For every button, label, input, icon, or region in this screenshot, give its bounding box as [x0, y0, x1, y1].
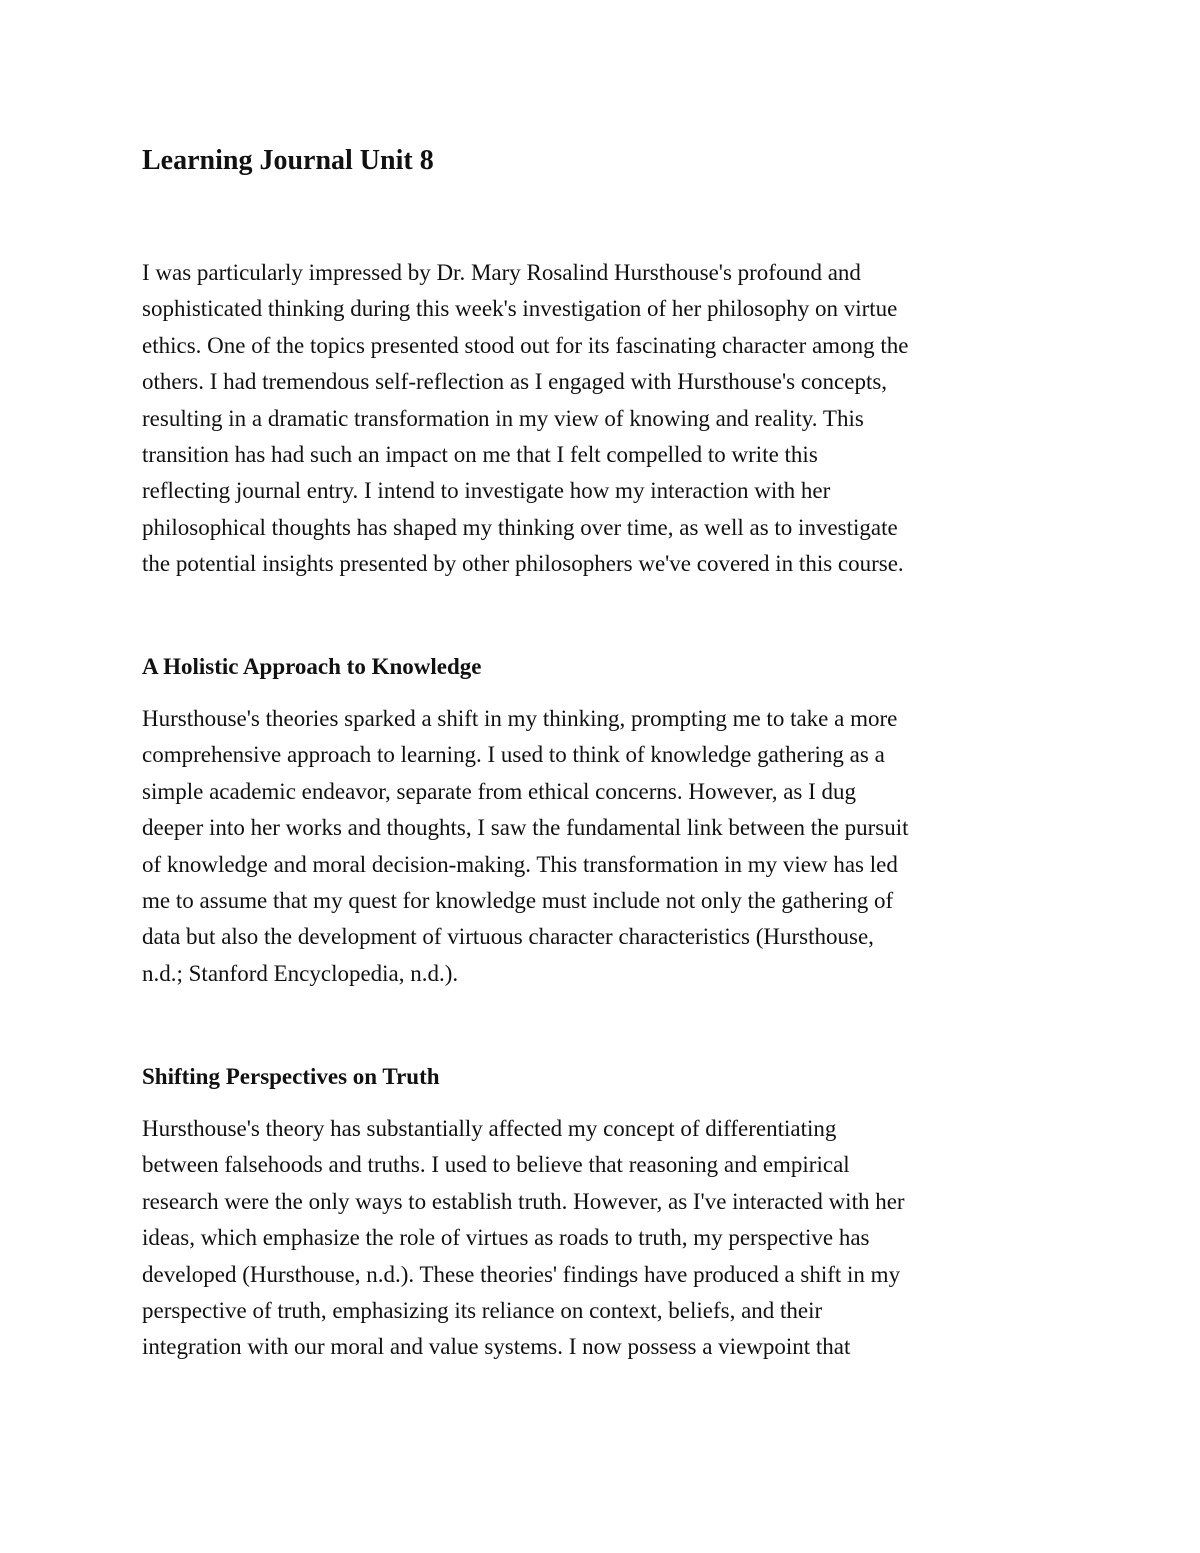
intro-paragraph — [142, 255, 1072, 583]
section-heading: A Holistic Approach to Knowledge — [142, 654, 482, 679]
paragraph-line: me to assume that my quest for knowledge must include not only the gathering of — [142, 888, 894, 914]
paragraph-line: research were the only ways to establish truth. However, as I've interacted with her — [142, 1188, 905, 1214]
section-paragraph — [142, 1111, 1072, 1366]
paragraph-line: developed (Hursthouse, n.d.). These theories' findings have produced a shift in my — [142, 1261, 901, 1287]
paragraph-line: Hursthouse's theories sparked a shift in my thinking, prompting me to take a more — [142, 706, 898, 731]
paragraph-line: ideas, which emphasize the role of virtues as roads to truth, my perspective has — [142, 1225, 870, 1251]
paragraph-line: the potential insights presented by other philosophers we've covered in this course. — [142, 551, 904, 577]
page-title: Learning Journal Unit 8 — [142, 145, 434, 176]
paragraph-line: transition has had such an impact on me that I felt compelled to write this — [142, 442, 818, 468]
paragraph-line: comprehensive approach to learning. I used to think of knowledge gathering as a — [142, 742, 885, 768]
paragraph-line: reflecting journal entry. I intend to investigate how my interaction with her — [142, 478, 831, 504]
paragraph-line: resulting in a dramatic transformation in my view of knowing and reality. This — [142, 405, 864, 431]
section-paragraph — [142, 701, 1072, 992]
paragraph-line: n.d.; Stanford Encyclopedia, n.d.). — [142, 960, 459, 986]
paragraph-line: ethics. One of the topics presented stood out for its fascinating character among the — [142, 332, 909, 358]
paragraph-line: philosophical thoughts has shaped my thinking over time, as well as to investigate — [142, 514, 898, 540]
paragraph-line: Hursthouse's theory has substantially affected my concept of differentiating — [142, 1116, 837, 1141]
paragraph-line: integration with our moral and value systems. I now possess a viewpoint that — [142, 1334, 851, 1360]
paragraph-line: simple academic endeavor, separate from ethical concerns. However, as I dug — [142, 778, 857, 804]
section-heading: Shifting Perspectives on Truth — [142, 1064, 440, 1089]
paragraph-line: of knowledge and moral decision-making. This transformation in my view has led — [142, 851, 898, 877]
paragraph-line: I was particularly impressed by Dr. Mary Rosalind Hursthouse's profound and — [142, 260, 861, 285]
paragraph-line: between falsehoods and truths. I used to believe that reasoning and empirical — [142, 1152, 850, 1178]
paragraph-line: deeper into her works and thoughts, I saw the fundamental link between the pursuit — [142, 815, 909, 841]
paragraph-line: perspective of truth, emphasizing its reliance on context, beliefs, and their — [142, 1298, 823, 1324]
paragraph-line: sophisticated thinking during this week's investigation of her philosophy on virtue — [142, 296, 898, 322]
paragraph-line: data but also the development of virtuous character characteristics (Hursthouse, — [142, 924, 874, 950]
paragraph-line: others. I had tremendous self-reflection as I engaged with Hursthouse's concepts, — [142, 369, 888, 395]
